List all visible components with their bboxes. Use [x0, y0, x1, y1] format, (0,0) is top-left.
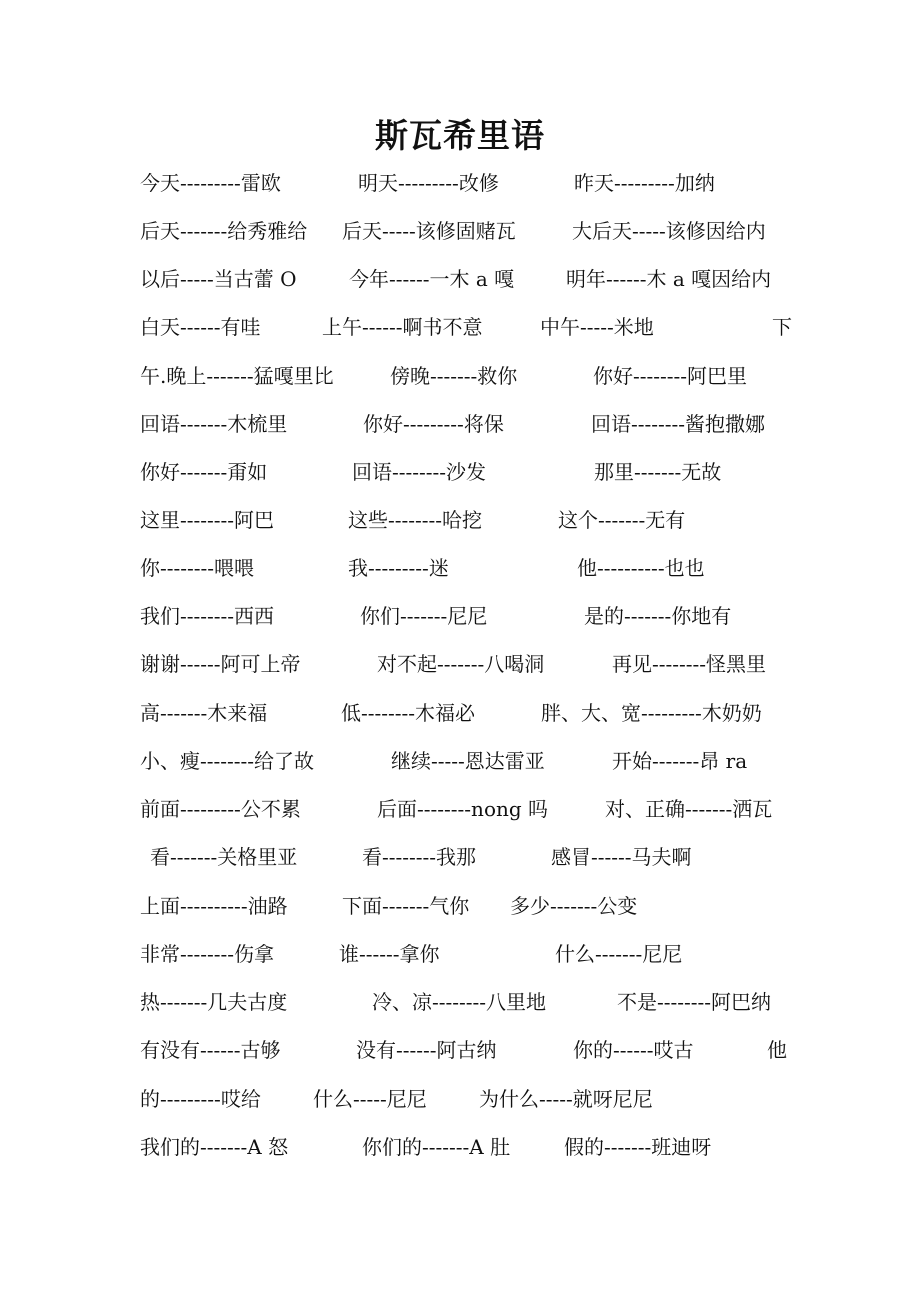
vocab-entry: 没有------阿古纳 — [356, 1038, 497, 1062]
vocab-entry: 为什么-----就呀尼尼 — [479, 1087, 653, 1111]
vocab-line — [0, 842, 920, 872]
vocab-entry: 后天-----该修固赌瓦 — [342, 219, 516, 243]
vocab-entry: 你们的-------A 肚 — [362, 1135, 511, 1159]
vocab-entry: 你们-------尼尼 — [360, 604, 488, 628]
vocab-entry: 对、正确-------洒瓦 — [605, 797, 773, 821]
vocab-entry: 下 — [772, 315, 792, 339]
vocab-entry: 我们的-------A 怒 — [140, 1135, 289, 1159]
vocab-entry: 上面----------油路 — [140, 894, 288, 918]
vocab-line — [0, 601, 920, 631]
vocab-line — [0, 939, 920, 969]
vocab-entry: 上午------啊书不意 — [322, 315, 483, 339]
vocab-entry: 这些--------哈挖 — [348, 508, 483, 532]
vocab-entry: 后面--------nong 吗 — [377, 797, 549, 821]
vocab-entry: 感冒------马夫啊 — [551, 845, 692, 869]
vocab-entry: 明年------木 a 嘎因给内 — [566, 267, 772, 291]
vocab-line — [0, 891, 920, 921]
vocab-entry: 冷、凉--------八里地 — [372, 990, 547, 1014]
vocab-line — [0, 794, 920, 824]
vocab-line — [0, 409, 920, 439]
vocab-entry: 中午-----米地 — [540, 315, 654, 339]
vocab-entry: 小、瘦--------给了故 — [140, 749, 315, 773]
vocab-entry: 以后-----当古蕾 O — [140, 267, 297, 291]
vocab-entry: 回语--------沙发 — [352, 460, 487, 484]
vocab-entry: 胖、大、宽---------木奶奶 — [541, 701, 762, 725]
vocab-entry: 有没有------古够 — [140, 1038, 281, 1062]
vocab-entry: 谁------拿你 — [339, 942, 440, 966]
vocab-entry: 什么-------尼尼 — [555, 942, 683, 966]
vocab-entry: 昨天---------加纳 — [574, 171, 715, 195]
vocab-entry: 下面-------气你 — [342, 894, 470, 918]
vocab-entry: 我们--------西西 — [140, 604, 275, 628]
vocab-line — [0, 553, 920, 583]
vocab-entry: 你好-------甭如 — [140, 460, 268, 484]
vocab-entry: 午.晚上-------猛嘎里比 — [140, 364, 334, 388]
vocab-entry: 大后天-----该修因给内 — [572, 219, 766, 243]
vocab-line — [0, 457, 920, 487]
vocab-entry: 什么-----尼尼 — [313, 1087, 427, 1111]
vocab-entry: 开始-------昂 ra — [612, 749, 748, 773]
vocab-line — [0, 1035, 920, 1065]
vocab-entry: 你--------喂喂 — [140, 556, 255, 580]
vocab-entry: 不是--------阿巴纳 — [617, 990, 772, 1014]
vocab-line — [0, 216, 920, 246]
vocab-line — [0, 168, 920, 198]
vocab-line — [0, 264, 920, 294]
vocab-line — [0, 361, 920, 391]
vocab-entry: 回语-------木梳里 — [140, 412, 288, 436]
vocab-entry: 他 — [767, 1038, 787, 1062]
vocab-entry: 再见--------怪黑里 — [612, 652, 767, 676]
vocab-entry: 白天------有哇 — [140, 315, 261, 339]
vocab-entry: 那里-------无故 — [594, 460, 722, 484]
vocab-entry: 这个-------无有 — [558, 508, 686, 532]
vocab-entry: 他----------也也 — [577, 556, 705, 580]
vocab-entry: 明天---------改修 — [358, 171, 499, 195]
vocab-entry: 回语--------酱抱撒娜 — [591, 412, 766, 436]
vocab-line — [0, 987, 920, 1017]
vocab-entry: 你的------哎古 — [573, 1038, 694, 1062]
vocab-line — [0, 698, 920, 728]
vocab-entry: 的---------哎给 — [140, 1087, 261, 1111]
vocab-entry: 今天---------雷欧 — [140, 171, 281, 195]
vocab-entry: 谢谢------阿可上帝 — [140, 652, 301, 676]
vocab-entry: 我---------迷 — [348, 556, 449, 580]
vocab-entry: 这里--------阿巴 — [140, 508, 275, 532]
vocab-entry: 前面---------公不累 — [140, 797, 301, 821]
vocab-entry: 看--------我那 — [362, 845, 477, 869]
vocab-entry: 是的-------你地有 — [584, 604, 732, 628]
vocab-entry: 你好---------将保 — [363, 412, 504, 436]
vocab-entry: 看-------关格里亚 — [150, 845, 298, 869]
vocab-entry: 后天-------给秀雅给 — [140, 219, 308, 243]
vocab-entry: 假的-------班迪呀 — [564, 1135, 712, 1159]
vocab-entry: 傍晚-------救你 — [390, 364, 518, 388]
vocab-line — [0, 505, 920, 535]
document-title: 斯瓦希里语 — [375, 116, 545, 155]
vocab-line — [0, 1132, 920, 1162]
vocab-entry: 对不起-------八喝洞 — [377, 652, 545, 676]
vocab-line — [0, 649, 920, 679]
vocab-line — [0, 312, 920, 342]
vocab-entry: 继续-----恩达雷亚 — [391, 749, 545, 773]
vocab-entry: 热-------几夫古度 — [140, 990, 288, 1014]
vocab-entry: 你好--------阿巴里 — [593, 364, 748, 388]
vocab-entry: 多少-------公变 — [510, 894, 638, 918]
vocab-entry: 高-------木来福 — [140, 701, 268, 725]
vocab-entry: 非常--------伤拿 — [140, 942, 275, 966]
vocab-entry: 今年------一木 a 嘎 — [349, 267, 515, 291]
vocab-entry: 低--------木福必 — [341, 701, 476, 725]
vocab-line — [0, 1084, 920, 1114]
vocab-line — [0, 746, 920, 776]
